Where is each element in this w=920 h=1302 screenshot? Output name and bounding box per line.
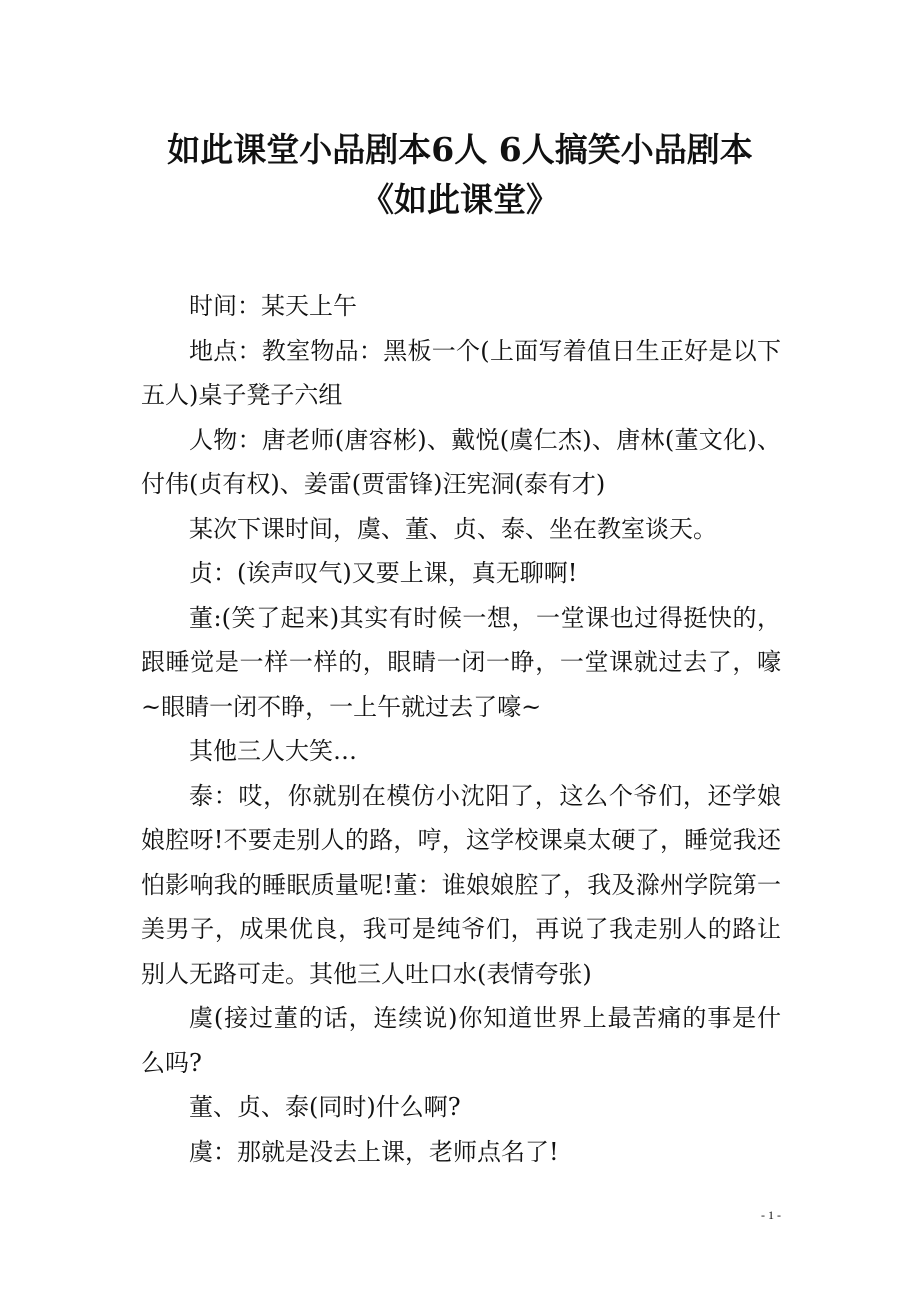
paragraph-scene: 某次下课时间，虞、董、贞、泰、坐在教室谈天。 [189, 514, 717, 543]
paragraph-dialogue: 董、贞、泰(同时)什么啊? [189, 1093, 461, 1121]
paragraph-place: 地点：教室物品：黑板一个(上面写着值日生正好是以下五人)桌子凳子六组 [141, 336, 781, 409]
paragraph-dialogue: 虞：那就是没去上课，老师点名了! [189, 1137, 559, 1166]
document-body [141, 284, 781, 1174]
paragraph-dialogue: 泰：哎，你就别在模仿小沈阳了，这么个爷们，还学娘娘腔呀!不要走别人的路，哼，这学校课桌太硬了，睡觉我还怕影响我的睡眠质量呢!董：谁娘娘腔了，我及滁州学院第一美男子，成果优良，我可是纯爷们，再说了我走别人的路让别人无路可走。其他三人吐口水(表情夸张) [141, 781, 781, 988]
document-title [140, 125, 780, 225]
paragraph-dialogue: 虞(接过董的话，连续说)你知道世界上最苦痛的事是什么吗? [141, 1004, 781, 1077]
page-number: - 1 - [761, 1208, 781, 1222]
paragraph-dialogue: 董:(笑了起来)其实有时候一想，一堂课也过得挺快的，跟睡觉是一样一样的，眼睛一闭一睁，一堂课就过去了，嚎~眼睛一闭不睁，一上午就过去了嚎~ [141, 603, 781, 721]
title-line-1: 如此课堂小品剧本6人 6人搞笑小品剧本 [167, 130, 753, 169]
paragraph-time: 时间：某天上午 [189, 292, 357, 320]
paragraph-action: 其他三人大笑… [189, 737, 357, 765]
title-line-2: 《如此课堂》 [361, 180, 559, 219]
paragraph-characters: 人物：唐老师(唐容彬)、戴悦(虞仁杰)、唐林(董文化)、付伟(贞有权)、姜雷(贾雷锋)汪宪洞(泰有才) [141, 425, 781, 498]
paragraph-dialogue: 贞：(诶声叹气)又要上课，真无聊啊! [189, 559, 578, 587]
